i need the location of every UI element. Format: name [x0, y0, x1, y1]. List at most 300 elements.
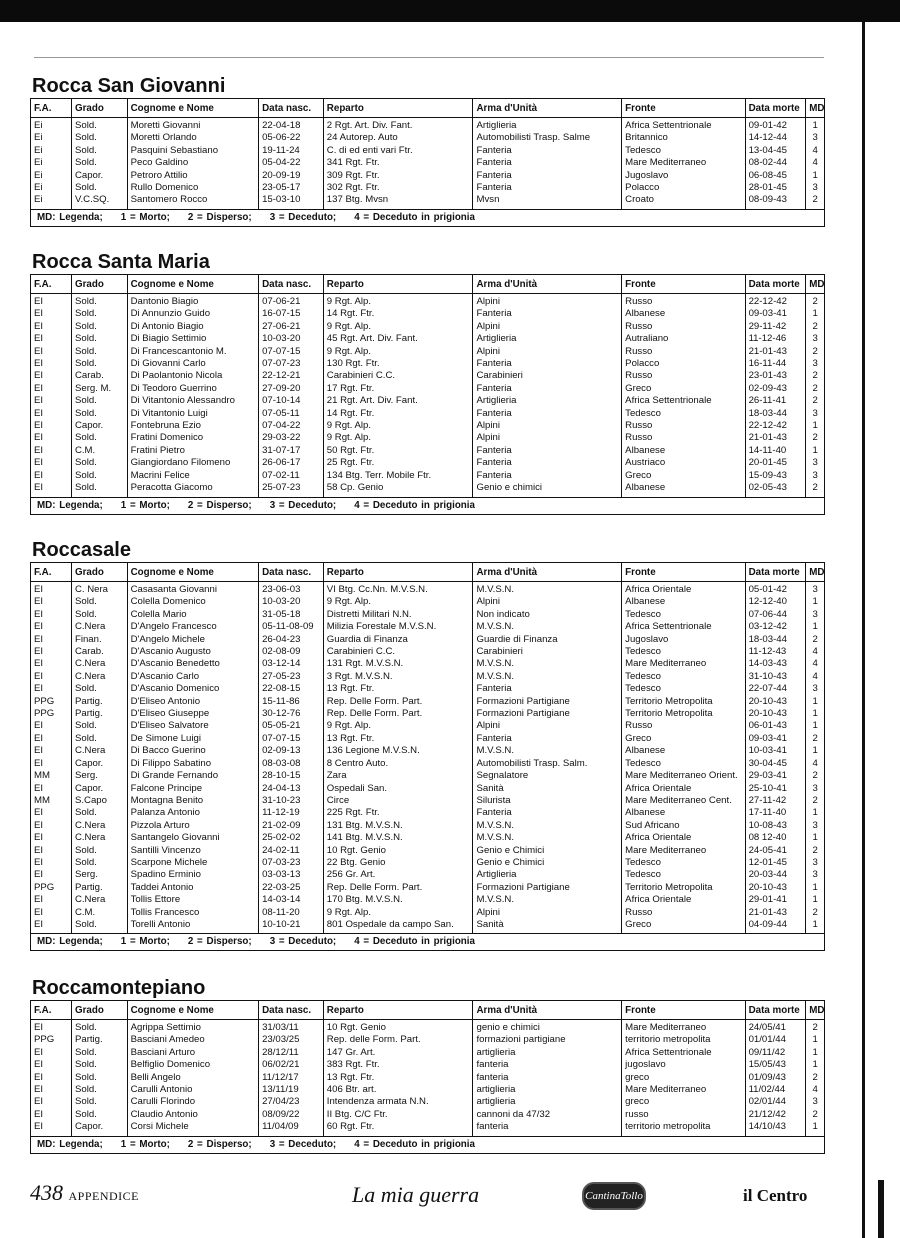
table-cell: 05-05-21 — [259, 720, 324, 732]
table-cell: 30-04-45 — [745, 758, 806, 770]
legend-item: 4 = Deceduto in prigionia — [354, 211, 475, 223]
table-cell: 16-11-44 — [745, 358, 806, 370]
table-cell: Mare Mediterraneo Orient. — [622, 770, 745, 782]
table-cell: 02-05-43 — [745, 482, 806, 496]
table-cell: russo — [622, 1109, 745, 1121]
table-cell: Africa Orientale — [622, 832, 745, 844]
table-cell: Alpini — [473, 907, 622, 919]
table-cell: Sold. — [71, 733, 127, 745]
table-cell: EI — [31, 758, 71, 770]
table-cell: Formazioni Partigiane — [473, 708, 622, 720]
table-cell: 11-12-43 — [745, 646, 806, 658]
table-cell: 2 — [806, 733, 824, 745]
table-cell: 1 — [806, 807, 824, 819]
legend-item: 3 = Deceduto; — [269, 1138, 337, 1150]
table-cell: Africa Settentrionale — [622, 395, 745, 407]
table-cell: Silurista — [473, 795, 622, 807]
table-cell: 15-03-10 — [259, 194, 324, 208]
table-cell: Tollis Francesco — [127, 907, 258, 919]
table-row — [31, 845, 824, 857]
table-cell: 08/09/22 — [259, 1109, 324, 1121]
table-cell: D'Ascanio Domenico — [127, 683, 258, 695]
table-cell: 3 — [806, 582, 824, 597]
table-cell: 14 Rgt. Ftr. — [323, 408, 473, 420]
table-row — [31, 1047, 824, 1059]
table-cell: 18-03-44 — [745, 408, 806, 420]
table-cell: D'Ascanio Carlo — [127, 671, 258, 683]
table-cell: 4 — [806, 658, 824, 670]
table-cell: Greco — [622, 733, 745, 745]
table-cell: 20-10-43 — [745, 696, 806, 708]
table-cell: 130 Rgt. Ftr. — [323, 358, 473, 370]
table-cell: Rep. Delle Form. Part. — [323, 708, 473, 720]
table-cell: Sold. — [71, 308, 127, 320]
table-cell: 30-12-76 — [259, 708, 324, 720]
table-cell: Africa Settentrionale — [622, 621, 745, 633]
table-cell: PPG — [31, 708, 71, 720]
table-cell: Sold. — [71, 683, 127, 695]
column-header: Reparto — [323, 563, 473, 582]
table-cell: 11/04/09 — [259, 1121, 324, 1135]
table-cell: Mare Mediterraneo Cent. — [622, 795, 745, 807]
table-cell: EI — [31, 370, 71, 382]
column-header: Arma d'Unità — [473, 1001, 622, 1020]
table-cell: 134 Btg. Terr. Mobile Ftr. — [323, 470, 473, 482]
table-cell: 131 Btg. M.V.S.N. — [323, 820, 473, 832]
md-legend — [31, 933, 824, 950]
table-cell: 26-06-17 — [259, 457, 324, 469]
table-cell: Sold. — [71, 1020, 127, 1035]
table-cell: Alpini — [473, 720, 622, 732]
column-header: F.A. — [31, 563, 71, 582]
table-cell: 1 — [806, 832, 824, 844]
table-cell: Sold. — [71, 432, 127, 444]
table-cell: Capor. — [71, 170, 127, 182]
page-number: 438 — [30, 1180, 63, 1205]
table-cell: Sold. — [71, 609, 127, 621]
table-cell: Di Biagio Settimio — [127, 333, 258, 345]
table-cell: Albanese — [622, 807, 745, 819]
md-legend — [31, 209, 824, 226]
table-cell: 22-12-42 — [745, 420, 806, 432]
column-header: Cognome e Nome — [127, 563, 258, 582]
table-cell: Polacco — [622, 182, 745, 194]
column-header: Data nasc. — [259, 563, 324, 582]
table-cell: EI — [31, 646, 71, 658]
table-cell: Tedesco — [622, 646, 745, 658]
table-cell: 13 Rgt. Ftr. — [323, 683, 473, 695]
table-cell: Formazioni Partigiane — [473, 696, 622, 708]
table-cell: Sold. — [71, 346, 127, 358]
table-row — [31, 646, 824, 658]
table-cell: 03-12-14 — [259, 658, 324, 670]
table-cell: Fanteria — [473, 358, 622, 370]
table-cell: 31/03/11 — [259, 1020, 324, 1035]
table-cell: 20-01-45 — [745, 457, 806, 469]
table-row — [31, 696, 824, 708]
table-cell: 03-12-42 — [745, 621, 806, 633]
column-header: Data morte — [745, 1001, 806, 1020]
table-row — [31, 294, 824, 309]
table-cell: 9 Rgt. Alp. — [323, 907, 473, 919]
table-cell: Scarpone Michele — [127, 857, 258, 869]
section-label: APPENDICE — [68, 1189, 140, 1203]
table-cell: Rep. Delle Form. Part. — [323, 882, 473, 894]
column-header: Grado — [71, 563, 127, 582]
table-cell: Di Francescantonio M. — [127, 346, 258, 358]
column-header: Arma d'Unità — [473, 275, 622, 294]
table-cell: EI — [31, 857, 71, 869]
table-cell: 28/12/11 — [259, 1047, 324, 1059]
table-cell: Sold. — [71, 294, 127, 309]
column-header: Grado — [71, 99, 127, 118]
table-row — [31, 457, 824, 469]
table-cell: EI — [31, 1121, 71, 1135]
table-cell: 2 — [806, 845, 824, 857]
page-number-block — [30, 1180, 139, 1206]
casualty-table-box — [30, 1000, 825, 1154]
table-cell: Segnalatore — [473, 770, 622, 782]
table-cell: C.M. — [71, 907, 127, 919]
table-cell: 2 — [806, 395, 824, 407]
table-cell: Capor. — [71, 783, 127, 795]
table-cell: 3 — [806, 132, 824, 144]
page-footer — [30, 1178, 830, 1214]
table-cell: Tedesco — [622, 869, 745, 881]
table-cell: EI — [31, 445, 71, 457]
table-cell: 17 Rgt. Ftr. — [323, 383, 473, 395]
table-cell: Carabinieri — [473, 370, 622, 382]
table-row — [31, 445, 824, 457]
table-cell: 2 — [806, 432, 824, 444]
table-cell: Capor. — [71, 1121, 127, 1135]
table-row — [31, 708, 824, 720]
table-cell: 3 — [806, 869, 824, 881]
column-header: MD — [806, 99, 824, 118]
table-cell: Greco — [622, 919, 745, 933]
table-cell: 10 Rgt. Genio — [323, 1020, 473, 1035]
table-cell: Colella Domenico — [127, 596, 258, 608]
table-cell: Ei — [31, 157, 71, 169]
table-row — [31, 470, 824, 482]
table-cell: C.M. — [71, 445, 127, 457]
table-cell: Fanteria — [473, 683, 622, 695]
table-cell: jugoslavo — [622, 1059, 745, 1071]
table-cell: Sold. — [71, 482, 127, 496]
table-cell: 18-03-44 — [745, 634, 806, 646]
table-cell: EI — [31, 432, 71, 444]
table-cell: EI — [31, 621, 71, 633]
table-cell: 16-07-15 — [259, 308, 324, 320]
table-cell: C.Nera — [71, 671, 127, 683]
table-cell: 22-07-44 — [745, 683, 806, 695]
table-cell: Ei — [31, 182, 71, 194]
table-cell: PPG — [31, 1034, 71, 1046]
column-header: Data nasc. — [259, 275, 324, 294]
table-cell: PPG — [31, 882, 71, 894]
table-cell: artiglieria — [473, 1047, 622, 1059]
table-cell: 3 Rgt. M.V.S.N. — [323, 671, 473, 683]
table-cell: Carabinieri C.C. — [323, 646, 473, 658]
table-cell: Alpini — [473, 432, 622, 444]
table-cell: cannoni da 47/32 — [473, 1109, 622, 1121]
table-cell: EI — [31, 1096, 71, 1108]
table-row — [31, 1121, 824, 1135]
table-cell: Peracotta Giacomo — [127, 482, 258, 496]
table-cell: Di Filippo Sabatino — [127, 758, 258, 770]
table-cell: Sold. — [71, 919, 127, 933]
table-cell: Basciani Amedeo — [127, 1034, 258, 1046]
table-cell: Sold. — [71, 408, 127, 420]
table-cell: M.V.S.N. — [473, 832, 622, 844]
table-cell: Genio e Chimici — [473, 857, 622, 869]
column-header: Grado — [71, 1001, 127, 1020]
table-cell: 15-11-86 — [259, 696, 324, 708]
column-header: Data nasc. — [259, 1001, 324, 1020]
table-cell: EI — [31, 408, 71, 420]
table-cell: 31-10-23 — [259, 795, 324, 807]
table-cell: Rep. Delle Form. Part. — [323, 696, 473, 708]
table-cell: D'Ascanio Augusto — [127, 646, 258, 658]
table-cell: 07-06-21 — [259, 294, 324, 309]
table-cell: Sold. — [71, 157, 127, 169]
table-cell: 2 Rgt. Art. Div. Fant. — [323, 118, 473, 133]
table-cell: D'Angelo Francesco — [127, 621, 258, 633]
legend-item: 2 = Disperso; — [187, 936, 252, 948]
table-cell: EI — [31, 745, 71, 757]
newspaper-name: il Centro — [743, 1186, 808, 1205]
table-cell: Di Paolantonio Nicola — [127, 370, 258, 382]
legend-item: 2 = Disperso; — [187, 1138, 252, 1150]
table-row — [31, 634, 824, 646]
table-cell: 2 — [806, 907, 824, 919]
table-cell: 14/10/43 — [745, 1121, 806, 1135]
table-cell: Alpini — [473, 321, 622, 333]
table-cell: 20-10-43 — [745, 882, 806, 894]
table-cell: Automobilisti Trasp. Salme — [473, 132, 622, 144]
table-cell: Santomero Rocco — [127, 194, 258, 208]
table-cell: fanteria — [473, 1121, 622, 1135]
table-row — [31, 346, 824, 358]
table-cell: Sud Africano — [622, 820, 745, 832]
table-cell: Territorio Metropolita — [622, 696, 745, 708]
table-row — [31, 383, 824, 395]
table-cell: Santangelo Giovanni — [127, 832, 258, 844]
table-cell: Claudio Antonio — [127, 1109, 258, 1121]
table-cell: Greco — [622, 383, 745, 395]
table-cell: Capor. — [71, 420, 127, 432]
table-cell: Sold. — [71, 395, 127, 407]
table-cell: Carulli Florindo — [127, 1096, 258, 1108]
table-cell: 08-02-44 — [745, 157, 806, 169]
table-cell: EI — [31, 634, 71, 646]
table-cell: 20-09-19 — [259, 170, 324, 182]
table-cell: EI — [31, 807, 71, 819]
table-cell: 3 — [806, 783, 824, 795]
table-cell: 1 — [806, 894, 824, 906]
table-cell: EI — [31, 783, 71, 795]
table-cell: Di Giovanni Carlo — [127, 358, 258, 370]
table-cell: 24 Autorep. Auto — [323, 132, 473, 144]
table-cell: 147 Gr. Art. — [323, 1047, 473, 1059]
md-legend — [31, 497, 824, 514]
table-cell: Russo — [622, 907, 745, 919]
table-cell: 1 — [806, 1034, 824, 1046]
table-cell: EI — [31, 321, 71, 333]
table-cell: 08-09-43 — [745, 194, 806, 208]
table-cell: 05-01-42 — [745, 582, 806, 597]
table-row — [31, 621, 824, 633]
column-header: Fronte — [622, 99, 745, 118]
table-cell: 3 — [806, 857, 824, 869]
table-cell: 28-10-15 — [259, 770, 324, 782]
table-cell: 15/05/43 — [745, 1059, 806, 1071]
table-cell: 137 Btg. Mvsn — [323, 194, 473, 208]
table-cell: 3 — [806, 408, 824, 420]
table-cell: 256 Gr. Art. — [323, 869, 473, 881]
table-cell: Africa Orientale — [622, 582, 745, 597]
table-row — [31, 919, 824, 933]
table-cell: 07-03-23 — [259, 857, 324, 869]
table-cell: Fanteria — [473, 157, 622, 169]
table-cell: 24-04-13 — [259, 783, 324, 795]
table-cell: Sold. — [71, 1096, 127, 1108]
table-cell: 9 Rgt. Alp. — [323, 720, 473, 732]
table-cell: 2 — [806, 294, 824, 309]
table-cell: Alpini — [473, 346, 622, 358]
table-cell: 9 Rgt. Alp. — [323, 432, 473, 444]
table-cell: EI — [31, 1047, 71, 1059]
table-cell: 14-03-14 — [259, 894, 324, 906]
legend-item: 2 = Disperso; — [187, 211, 252, 223]
table-cell: 1 — [806, 919, 824, 933]
table-cell: 9 Rgt. Alp. — [323, 420, 473, 432]
table-cell: Di Grande Fernando — [127, 770, 258, 782]
table-cell: PPG — [31, 696, 71, 708]
table-cell: EI — [31, 1072, 71, 1084]
table-row — [31, 609, 824, 621]
table-cell: Fanteria — [473, 383, 622, 395]
table-cell: 2 — [806, 1020, 824, 1035]
table-cell: M.V.S.N. — [473, 582, 622, 597]
column-header: MD — [806, 1001, 824, 1020]
table-row — [31, 358, 824, 370]
table-cell: 60 Rgt. Ftr. — [323, 1121, 473, 1135]
table-cell: 03-03-13 — [259, 869, 324, 881]
table-row — [31, 145, 824, 157]
table-cell: Partig. — [71, 882, 127, 894]
column-header: Grado — [71, 275, 127, 294]
table-cell: Sold. — [71, 807, 127, 819]
table-cell: C.Nera — [71, 894, 127, 906]
table-cell: 1 — [806, 170, 824, 182]
table-cell: 15-09-43 — [745, 470, 806, 482]
table-cell: Basciani Arturo — [127, 1047, 258, 1059]
table-cell: genio e chimici — [473, 1020, 622, 1035]
table-cell: 27-05-23 — [259, 671, 324, 683]
table-cell: Agrippa Settimio — [127, 1020, 258, 1035]
table-cell: Di Bacco Guerino — [127, 745, 258, 757]
table-cell: Capor. — [71, 758, 127, 770]
table-cell: EI — [31, 832, 71, 844]
table-cell: Di Annunzio Guido — [127, 308, 258, 320]
section-rocca-santa-maria — [30, 250, 825, 515]
table-cell: 08 12-40 — [745, 832, 806, 844]
table-cell: Ei — [31, 170, 71, 182]
column-header: Arma d'Unità — [473, 563, 622, 582]
table-cell: 11/12/17 — [259, 1072, 324, 1084]
table-cell: Russo — [622, 370, 745, 382]
table-cell: 14 Rgt. Ftr. — [323, 308, 473, 320]
table-cell: 07-07-15 — [259, 733, 324, 745]
table-cell: EI — [31, 845, 71, 857]
table-cell: 309 Rgt. Ftr. — [323, 170, 473, 182]
table-cell: Sold. — [71, 857, 127, 869]
table-cell: 09/11/42 — [745, 1047, 806, 1059]
table-cell: 8 Centro Auto. — [323, 758, 473, 770]
column-header: Fronte — [622, 275, 745, 294]
table-cell: Finan. — [71, 634, 127, 646]
casualty-table-box — [30, 98, 825, 227]
table-cell: 1 — [806, 720, 824, 732]
table-cell: Partig. — [71, 1034, 127, 1046]
table-cell: 02-08-09 — [259, 646, 324, 658]
table-cell: 801 Ospedale da campo San. — [323, 919, 473, 933]
table-cell: 23/03/25 — [259, 1034, 324, 1046]
table-cell: 07-02-11 — [259, 470, 324, 482]
table-cell: Distretti Militari N.N. — [323, 609, 473, 621]
table-cell: 302 Rgt. Ftr. — [323, 182, 473, 194]
table-cell: M.V.S.N. — [473, 658, 622, 670]
table-cell: 3 — [806, 609, 824, 621]
table-cell: Sanità — [473, 783, 622, 795]
table-cell: Alpini — [473, 596, 622, 608]
table-cell: 131 Rgt. M.V.S.N. — [323, 658, 473, 670]
table-cell: C.Nera — [71, 745, 127, 757]
casualty-table-box — [30, 274, 825, 515]
casualty-table — [31, 1001, 824, 1136]
table-row — [31, 795, 824, 807]
table-cell: 06-01-43 — [745, 720, 806, 732]
table-cell: Sold. — [71, 182, 127, 194]
table-cell: Autraliano — [622, 333, 745, 345]
table-cell: EI — [31, 894, 71, 906]
table-cell: Falcone Principe — [127, 783, 258, 795]
table-cell: 9 Rgt. Alp. — [323, 294, 473, 309]
column-header: Fronte — [622, 563, 745, 582]
table-cell: M.V.S.N. — [473, 894, 622, 906]
table-cell: 45 Rgt. Art. Div. Fant. — [323, 333, 473, 345]
table-cell: Rep. delle Form. Part. — [323, 1034, 473, 1046]
table-cell: Tedesco — [622, 408, 745, 420]
table-cell: 21 Rgt. Art. Div. Fant. — [323, 395, 473, 407]
table-cell: Fanteria — [473, 182, 622, 194]
table-cell: Ospedali San. — [323, 783, 473, 795]
table-cell: 13-04-45 — [745, 145, 806, 157]
table-cell: 10 Rgt. Genio — [323, 845, 473, 857]
column-header: F.A. — [31, 99, 71, 118]
table-cell: Sold. — [71, 145, 127, 157]
table-cell: EI — [31, 358, 71, 370]
table-cell: Belfiglio Domenico — [127, 1059, 258, 1071]
table-cell: EI — [31, 1059, 71, 1071]
table-cell: 22 Btg. Genio — [323, 857, 473, 869]
table-cell: 26-11-41 — [745, 395, 806, 407]
legend-item: MD: Legenda; — [37, 499, 103, 511]
table-cell: territorio metropolita — [622, 1034, 745, 1046]
table-cell: EI — [31, 1020, 71, 1035]
table-cell: Fanteria — [473, 170, 622, 182]
